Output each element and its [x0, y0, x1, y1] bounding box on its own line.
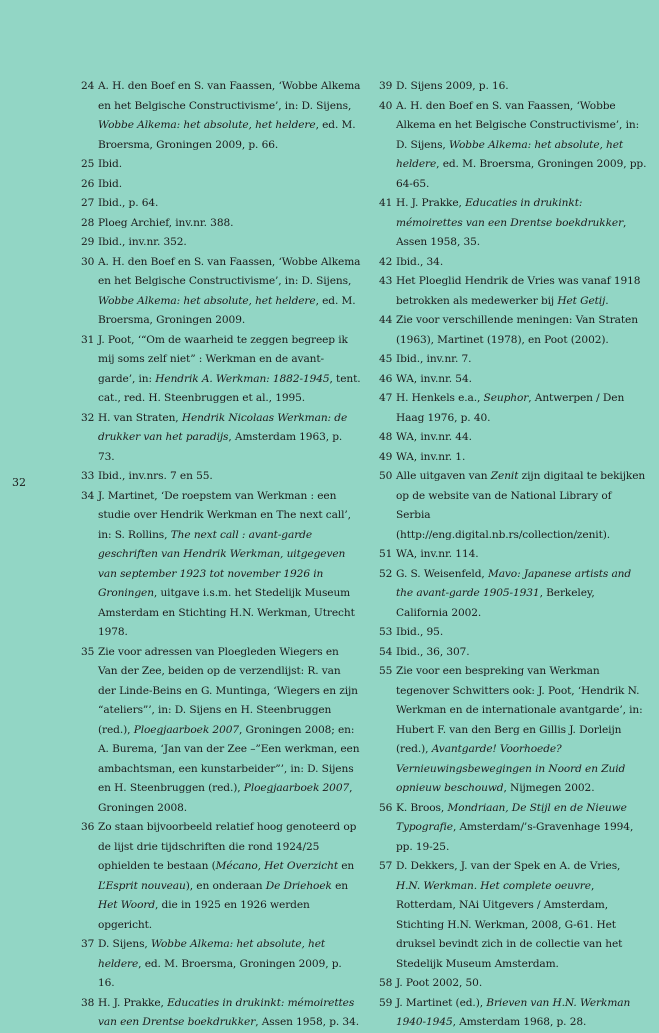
- footnote-text: D. Dekkers, J. van der Spek en A. de Vries, H.N. Werkman. Het complete oeuvre, Rotterdam, NAi Uitgevers / Amsterdam, Stichting H.N. Werkman, 2008, G-61. Het druksel bevindt zich in de collectie van het Stedelijk Museum Amsterdam.: [396, 860, 623, 970]
- footnote: [379, 77, 647, 97]
- footnote-number: 41: [379, 197, 393, 209]
- footnote: [81, 155, 361, 175]
- footnote-number: 53: [379, 626, 393, 638]
- footnote-text: Het Ploeglid Hendrik de Vries was vanaf 1918 betrokken als medewerker bij Het Getij.: [396, 275, 641, 307]
- footnote-number: 29: [81, 236, 95, 248]
- footnote: [379, 428, 647, 448]
- footnote-text: WA, inv.nr. 44.: [396, 431, 472, 443]
- footnote: [81, 233, 361, 253]
- footnote: [379, 467, 647, 545]
- footnote-text: Ibid.: [98, 177, 123, 190]
- footnote-number: 27: [81, 197, 95, 209]
- footnote-number: 59: [379, 996, 393, 1009]
- footnote-number: 57: [379, 860, 393, 872]
- footnote-text: H. J. Prakke, Educaties in drukinkt: mémoirettes van een Drentse boekdrukker, Assen 1958, p. 34.: [98, 996, 359, 1028]
- footnote-number: 37: [81, 938, 95, 950]
- footnote-number: 28: [81, 216, 95, 229]
- footnote-text: Ibid., p. 64.: [98, 197, 159, 209]
- footnote: [379, 799, 647, 858]
- footnote: [81, 487, 361, 643]
- footnote-text: A. H. den Boef en S. van Faassen, ‘Wobbe Alkema en het Belgische Constructivisme’, in: D. Sijens, Wobbe Alkema: het absolute, het heldere, ed. M. Broersma, Groningen 2009, pp. 64-65.: [396, 99, 647, 190]
- notes-column-right: [379, 77, 647, 1033]
- footnote: [81, 994, 361, 1033]
- footnote-number: 39: [379, 80, 393, 92]
- footnote: [379, 448, 647, 468]
- notes-column-left: [81, 77, 361, 1033]
- footnote-number: 25: [81, 158, 95, 170]
- footnote-text: D. Sijens 2009, p. 16.: [396, 80, 509, 92]
- footnote-text: J. Poot 2002, 50.: [396, 977, 483, 989]
- footnote: [379, 623, 647, 643]
- footnote-number: 31: [81, 333, 95, 346]
- footnote-number: 58: [379, 977, 393, 989]
- footnote-text: G. S. Weisenfeld, Mavo: Japanese artists and the avant-garde 1905-1931, Berkeley, California 2002.: [396, 567, 632, 619]
- footnote-text: J. Martinet, ‘De roepstem van Werkman : een studie over Hendrik Werkman en The next call’, in: S. Rollins, The next call : avant-garde geschriften van Hendrik Werkman, uitgegeven van september 1923 tot november 1926 in Groningen, uitgave i.s.m. het Stedelijk Museum Amsterdam en Stichting H.N. Werkman, Utrecht 1978.: [98, 489, 355, 638]
- footnote-number: 36: [81, 821, 95, 833]
- page-number: 32: [12, 476, 26, 489]
- footnote-number: 33: [81, 470, 95, 482]
- footnote-number: 32: [81, 411, 95, 424]
- footnote: [379, 97, 647, 195]
- footnote: [81, 77, 361, 155]
- footnote: [379, 565, 647, 624]
- footnote-number: 26: [81, 177, 95, 190]
- footnote: [81, 194, 361, 214]
- footnote: [81, 331, 361, 409]
- footnote-number: 35: [81, 645, 95, 658]
- footnote-text: WA, inv.nr. 54.: [396, 372, 472, 385]
- footnote: [379, 311, 647, 350]
- footnote-text: Ibid., 95.: [396, 626, 444, 638]
- footnote-text: WA, inv.nr. 1.: [396, 450, 466, 463]
- footnote-text: D. Sijens, Wobbe Alkema: het absolute, het heldere, ed. M. Broersma, Groningen 2009, p. 16.: [98, 938, 342, 989]
- footnote: [379, 370, 647, 390]
- footnote-number: 24: [81, 80, 95, 92]
- footnote: [81, 253, 361, 331]
- footnote-text: Ibid., inv.nr. 7.: [396, 353, 472, 365]
- footnote: [379, 994, 647, 1033]
- footnote-number: 49: [379, 450, 393, 463]
- footnote-text: A. H. den Boef en S. van Faassen, ‘Wobbe Alkema en het Belgische Constructivisme’, in: D. Sijens, Wobbe Alkema: het absolute, het heldere, ed. M. Broersma, Groningen 2009.: [98, 255, 361, 326]
- footnote-number: 51: [379, 548, 393, 560]
- footnote-text: K. Broos, Mondriaan, De Stijl en de Nieuwe Typografie, Amsterdam/’s-Gravenhage 1994, pp. 19-25.: [396, 801, 634, 853]
- footnote: [81, 935, 361, 994]
- footnote: [81, 409, 361, 468]
- footnote-text: J. Martinet (ed.), Brieven van H.N. Werkman 1940-1945, Amsterdam 1968, p. 28.: [396, 996, 631, 1028]
- footnote-number: 50: [379, 470, 393, 482]
- footnote-text: Ibid., inv.nr. 352.: [98, 236, 187, 248]
- footnote-number: 43: [379, 275, 393, 287]
- footnote-number: 40: [379, 99, 393, 112]
- footnote-text: Ibid., 34.: [396, 255, 444, 268]
- footnote-text: Alle uitgaven van Zenit zijn digitaal te bekijken op de website van de National Library of Serbia (http://eng.digital.nb.rs/collection/zenit).: [396, 470, 646, 541]
- footnote: [379, 545, 647, 565]
- footnote-text: Ibid., 36, 307.: [396, 645, 470, 658]
- footnote: [379, 389, 647, 428]
- footnote: [81, 175, 361, 195]
- footnote: [81, 818, 361, 935]
- footnote-number: 46: [379, 372, 393, 385]
- footnote-text: H. Henkels e.a., Seuphor, Antwerpen / Den Haag 1976, p. 40.: [396, 392, 625, 424]
- footnote-text: WA, inv.nr. 114.: [396, 548, 479, 560]
- footnote: [379, 350, 647, 370]
- footnote: [379, 662, 647, 799]
- footnote-number: 34: [81, 489, 95, 502]
- footnote-text: Ploeg Archief, inv.nr. 388.: [98, 216, 234, 229]
- footnote-number: 30: [81, 255, 95, 268]
- footnote-number: 38: [81, 996, 95, 1009]
- footnote-text: Zie voor verschillende meningen: Van Straten (1963), Martinet (1978), en Poot (2002).: [396, 314, 638, 346]
- footnote-text: Ibid.: [98, 158, 123, 170]
- footnote-number: 42: [379, 255, 393, 268]
- footnote-text: Zie voor adressen van Ploegleden Wiegers en Van der Zee, beiden op de verzendlijst: R. van der Linde-Beins en G. Muntinga, ‘Wiegers en zijn “ateliers”’, in: D. Sijens en H. Steenbruggen (red.), Ploegjaarboek 2007, Groningen 2008; en: A. Burema, ‘Jan van der Zee –”Een werkman, een ambachtsman, een kunstarbeider”’, in: D. Sijens en H. Steenbruggen (red.), Ploegjaarboek 2007, Groningen 2008.: [98, 645, 360, 814]
- footnote-text: Zie voor een bespreking van Werkman tegenover Schwitters ook: J. Poot, ‘Hendrik N. Werkman en de internationale avantgarde’, in: Hubert F. van den Berg en Gillis J. Dorleijn (red.), Avantgarde! Voorhoede? Vernieuwingsbewegingen in Noord en Zuid opnieuw beschouwd, Nijmegen 2002.: [396, 665, 643, 794]
- footnote: [81, 214, 361, 234]
- footnote-text: Zo staan bijvoorbeeld relatief hoog genoteerd op de lijst drie tijdschriften die rond 1924/25 ophielden te bestaan (Mécano, Het Overzicht en L’Esprit nouveau), en onderaan De Driehoek en Het Woord, die in 1925 en 1926 werden opgericht.: [98, 821, 357, 931]
- footnote-number: 47: [379, 392, 393, 404]
- footnote-number: 52: [379, 567, 393, 580]
- footnote-text: Ibid., inv.nrs. 7 en 55.: [98, 470, 213, 482]
- footnote: [379, 643, 647, 663]
- footnote-text: H. van Straten, Hendrik Nicolaas Werkman: de drukker van het paradijs, Amsterdam 1963, p. 73.: [98, 411, 348, 463]
- footnote-text: J. Poot, ‘“Om de waarheid te zeggen begreep ik mij soms zelf niet” : Werkman en de avant-garde’, in: Hendrik A. Werkman: 1882-1945, tent. cat., red. H. Steenbruggen et al., 1995.: [98, 333, 361, 404]
- footnote: [379, 253, 647, 273]
- footnote-number: 44: [379, 314, 393, 326]
- footnote: [379, 194, 647, 253]
- footnote-number: 45: [379, 353, 393, 365]
- footnote-number: 48: [379, 431, 393, 443]
- footnote-number: 56: [379, 801, 393, 814]
- footnote: [81, 467, 361, 487]
- footnote: [379, 974, 647, 994]
- footnote-text: A. H. den Boef en S. van Faassen, ‘Wobbe Alkema en het Belgische Constructivisme’, in: D. Sijens, Wobbe Alkema: het absolute, het heldere, ed. M. Broersma, Groningen 2009, p. 66.: [98, 80, 361, 151]
- footnote: [379, 857, 647, 974]
- footnote: [379, 272, 647, 311]
- footnote-text: H. J. Prakke, Educaties in drukinkt: mémoirettes van een Drentse boekdrukker, Assen 1958, 35.: [396, 197, 627, 248]
- footnote-number: 55: [379, 665, 393, 677]
- footnote-number: 54: [379, 645, 393, 658]
- footnote: [81, 643, 361, 819]
